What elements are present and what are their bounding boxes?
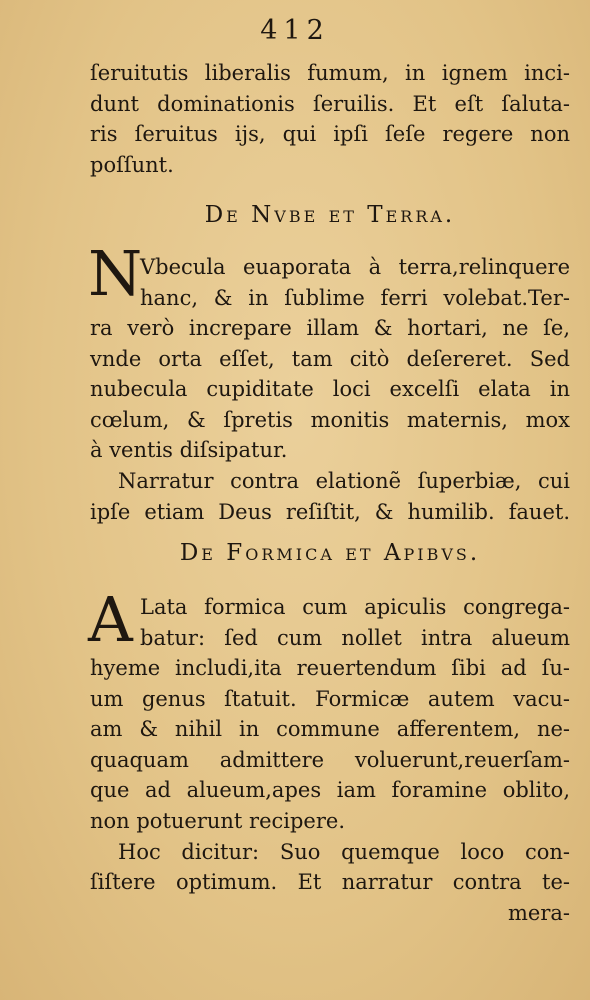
intro-paragraph	[90, 58, 570, 180]
text-line: vnde orta eſſet, tam citò deſereret. Sed	[90, 346, 570, 371]
drop-cap: N	[88, 237, 143, 310]
text-line: Lata formica cum apiculis congrega-	[140, 595, 570, 619]
text-line: que ad alueum,apes iam foramine oblito,	[90, 778, 570, 803]
text-line: non potuerunt recipere.	[90, 808, 346, 833]
fable-body	[90, 313, 570, 527]
fable-heading-ant-bees: De Formica et Apibvs.	[179, 540, 481, 566]
text-line: ſeruitutis liberalis fumum, in ignem inci-	[90, 61, 570, 85]
text-line: cœlum, & ſpretis monitis maternis, mox	[90, 407, 570, 432]
text-line: hanc, & in ſublime ferri volebat.Ter-	[140, 285, 570, 310]
text-line: ra verò increpare illam & hortari, ne ſe,	[90, 316, 570, 340]
fable-body-dropped-lines	[140, 252, 570, 313]
moral-line: Narratur contra elationẽ ſuperbiæ, cui	[118, 468, 570, 493]
moral-line: ſiſtere optimum. Et narratur contra te-	[90, 870, 570, 895]
text-line: quaquam admittere voluerunt,reuerſam-	[90, 747, 570, 772]
text-line: um genus ſtatuit. Formicæ autem vacu-	[90, 686, 570, 711]
fable-body-dropped-lines	[140, 592, 570, 653]
text-line: hyeme includi,ita reuertendum ſibi ad ſu-	[90, 656, 570, 680]
drop-cap: A	[88, 583, 133, 656]
fable-body	[90, 653, 570, 928]
page-number: 412	[260, 15, 330, 46]
moral-line: ipſe etiam Deus reſiſtit, & humilib. fauet.	[90, 499, 570, 524]
text-line: poſſunt.	[90, 152, 174, 177]
text-line: batur: ſed cum nollet intra alueum	[140, 625, 570, 650]
text-line: ris ſeruitus ijs, qui ipſi ſeſe regere non	[90, 122, 570, 147]
text-line: Vbecula euaporata à terra,relinquere	[140, 255, 570, 279]
text-line: dunt dominationis ſeruilis. Et eſt ſaluta-	[90, 91, 570, 116]
catchword: mera-	[508, 900, 570, 925]
text-line: à ventis diſsipatur.	[90, 438, 288, 463]
text-line: nubecula cupiditate loci excelſi elata in	[90, 377, 570, 402]
text-line: am & nihil in commune afferentem, ne-	[90, 717, 570, 742]
moral-line: Hoc dicitur: Suo quemque loco con-	[118, 839, 570, 864]
fable-heading-cloud-earth: De Nvbe et Terra.	[204, 202, 456, 228]
